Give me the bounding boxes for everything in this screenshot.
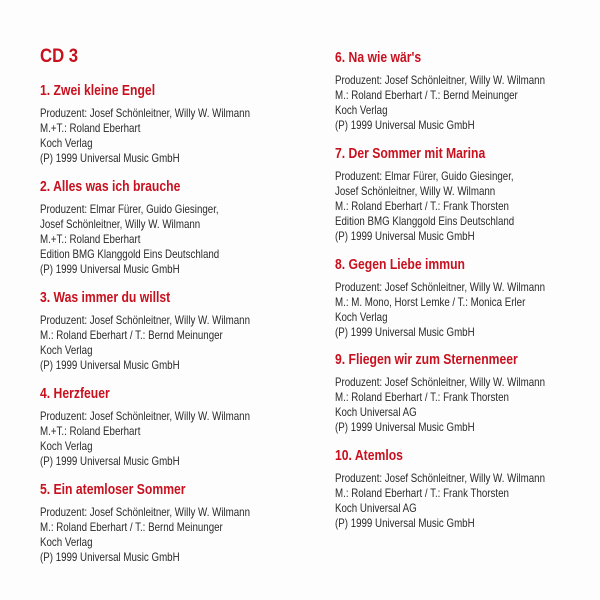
track-title: 2. Alles was ich brauche <box>40 179 181 195</box>
credit-line: (P) 1999 Universal Music GmbH <box>335 326 475 339</box>
cd-title: CD 3 <box>40 46 79 67</box>
track-entry <box>335 351 587 435</box>
credit-line: (P) 1999 Universal Music GmbH <box>40 455 180 468</box>
credit-line: (P) 1999 Universal Music GmbH <box>335 421 475 434</box>
credit-line: Produzent: Josef Schönleitner, Willy W. Wilmann <box>40 410 251 423</box>
track-title: 5. Ein atemloser Sommer <box>40 482 186 498</box>
credit-line: Produzent: Josef Schönleitner, Willy W. Wilmann <box>335 281 546 294</box>
credit-line: Produzent: Josef Schönleitner, Willy W. Wilmann <box>40 107 251 120</box>
credit-line: M.+T.: Roland Eberhart <box>40 122 141 135</box>
track-entry <box>335 49 587 133</box>
credit-line: M.+T.: Roland Eberhart <box>40 233 141 246</box>
track-entry <box>40 82 292 166</box>
credit-line: Josef Schönleitner, Willy W. Wilmann <box>40 218 201 231</box>
track-entry <box>40 289 292 373</box>
credit-line: M.: Roland Eberhart / T.: Frank Thorsten <box>335 391 509 404</box>
credit-line: (P) 1999 Universal Music GmbH <box>335 230 475 243</box>
credit-line: Koch Verlag <box>335 104 388 117</box>
credit-line: Koch Verlag <box>335 311 388 324</box>
credit-line: Produzent: Elmar Fürer, Guido Giesinger, <box>335 170 514 183</box>
credit-line: Produzent: Josef Schönleitner, Willy W. Wilmann <box>335 74 546 87</box>
credit-line: Produzent: Elmar Fürer, Guido Giesinger, <box>40 203 219 216</box>
track-title: 3. Was immer du willst <box>40 290 171 306</box>
track-entry <box>40 481 292 565</box>
credit-line: Koch Universal AG <box>335 502 417 515</box>
track-entry <box>335 447 587 531</box>
credit-line: Koch Verlag <box>40 536 93 549</box>
track-title: 4. Herzfeuer <box>40 386 110 402</box>
track-title: 6. Na wie wär's <box>335 50 422 66</box>
credit-line: (P) 1999 Universal Music GmbH <box>335 119 475 132</box>
credit-line: Produzent: Josef Schönleitner, Willy W. Wilmann <box>335 472 546 485</box>
track-title: 7. Der Sommer mit Marina <box>335 146 486 162</box>
credit-line: (P) 1999 Universal Music GmbH <box>335 517 475 530</box>
credit-line: M.: Roland Eberhart / T.: Bernd Meinunger <box>335 89 518 102</box>
credit-line: M.: Roland Eberhart / T.: Bernd Meinunger <box>40 521 223 534</box>
credit-line: Koch Verlag <box>40 137 93 150</box>
credit-line: (P) 1999 Universal Music GmbH <box>40 551 180 564</box>
credit-line: Edition BMG Klanggold Eins Deutschland <box>335 215 515 228</box>
credit-line: M.+T.: Roland Eberhart <box>40 425 141 438</box>
credit-line: Produzent: Josef Schönleitner, Willy W. Wilmann <box>40 506 251 519</box>
track-entry <box>335 145 587 244</box>
track-title: 9. Fliegen wir zum Sternenmeer <box>335 352 518 368</box>
track-entry <box>40 178 292 277</box>
credit-line: (P) 1999 Universal Music GmbH <box>40 263 180 276</box>
credit-line: (P) 1999 Universal Music GmbH <box>40 152 180 165</box>
credit-line: Koch Universal AG <box>335 406 417 419</box>
credit-line: M.: Roland Eberhart / T.: Frank Thorsten <box>335 487 509 500</box>
credit-line: M.: Roland Eberhart / T.: Frank Thorsten <box>335 200 509 213</box>
credit-line: (P) 1999 Universal Music GmbH <box>40 359 180 372</box>
track-title: 10. Atemlos <box>335 448 403 464</box>
credit-line: Koch Verlag <box>40 440 93 453</box>
credit-line: M.: Roland Eberhart / T.: Bernd Meinunger <box>40 329 223 342</box>
track-title: 1. Zwei kleine Engel <box>40 83 156 99</box>
track-entry <box>335 256 587 340</box>
credit-line: Koch Verlag <box>40 344 93 357</box>
credit-line: Produzent: Josef Schönleitner, Willy W. Wilmann <box>335 376 546 389</box>
credit-line: Produzent: Josef Schönleitner, Willy W. Wilmann <box>40 314 251 327</box>
credit-line: Josef Schönleitner, Willy W. Wilmann <box>335 185 496 198</box>
credit-line: M.: M. Mono, Horst Lemke / T.: Monica Erler <box>335 296 526 309</box>
credit-line: Edition BMG Klanggold Eins Deutschland <box>40 248 220 261</box>
track-entry <box>40 385 292 469</box>
track-title: 8. Gegen Liebe immun <box>335 257 465 273</box>
